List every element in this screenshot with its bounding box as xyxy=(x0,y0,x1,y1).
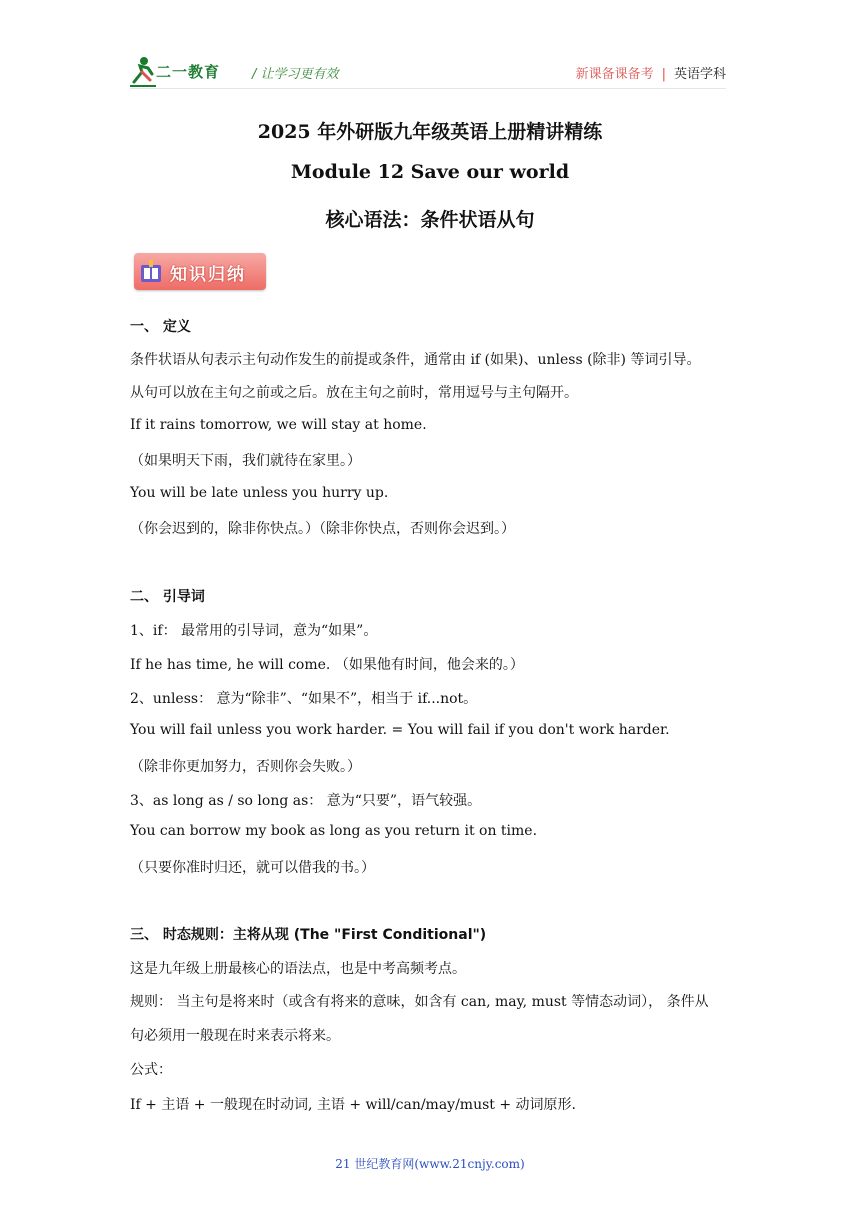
document-title: 2025 年外研版九年级英语上册精讲精练 xyxy=(257,121,603,143)
header-right xyxy=(576,63,726,82)
text-line: 句必须用一般现在时来表示将来。 xyxy=(130,1028,340,1044)
text-line: If he has time, he will come. （如果他有时间，他会来的。） xyxy=(130,657,524,673)
section-heading-conjunctions: 二、 引导词 xyxy=(130,589,205,605)
text-line: （你会迟到的，除非你快点。）（除非你快点，否则你会迟到。） xyxy=(130,521,515,537)
text-line: 1、if： 最常用的引导词，意为“如果”。 xyxy=(130,623,378,639)
text-line: 3、as long as / so long as： 意为“只要”，语气较强。 xyxy=(130,793,482,809)
text-line: （如果明天下雨，我们就待在家里。） xyxy=(130,453,361,469)
page-footer: 21 世纪教育网(www.21cnjy.com) xyxy=(335,1157,525,1171)
text-line: 公式： xyxy=(130,1062,172,1078)
header-divider xyxy=(130,88,726,89)
text-line: 规则： 当主句是将来时（或含有将来的意味，如含有 can, may, must 等情态动词）， 条件从 xyxy=(130,994,709,1010)
text-line: 条件状语从句表示主句动作发生的前提或条件，通常由 if (如果)、unless (除非) 等词引导。 xyxy=(130,352,701,368)
text-line: （除非你更加努力，否则你会失败。） xyxy=(130,759,361,775)
grammar-title: 核心语法：条件状语从句 xyxy=(325,209,535,231)
text-line: You can borrow my book as long as you return it on time. xyxy=(130,823,538,839)
knowledge-summary-badge xyxy=(134,253,266,290)
text-line: If it rains tomorrow, we will stay at home. xyxy=(130,417,427,433)
header-separator: | xyxy=(661,67,666,82)
text-line: You will fail unless you work harder. = You will fail if you don't work harder. xyxy=(130,722,670,738)
book-icon xyxy=(140,259,162,283)
text-line: You will be late unless you hurry up. xyxy=(130,485,389,501)
text-line: 从句可以放在主句之前或之后。放在主句之前时，常用逗号与主句隔开。 xyxy=(130,385,578,401)
header-course-label: 新课备课备考 xyxy=(575,67,654,82)
page-header xyxy=(130,54,726,88)
text-line: 这是九年级上册最核心的语法点，也是中考高频考点。 xyxy=(130,961,466,977)
module-title: Module 12 Save our world xyxy=(290,161,570,183)
section-heading-definition: 一、 定义 xyxy=(130,319,191,335)
text-line: If + 主语 + 一般现在时动词, 主语 + will/can/may/must + 动词原形. xyxy=(130,1097,576,1113)
header-subject-label: 英语学科 xyxy=(673,67,726,82)
logo-text: 二一教育 xyxy=(156,63,221,81)
badge-label: 知识归纳 xyxy=(170,265,246,285)
text-line: 2、unless： 意为“除非”、“如果不”，相当于 if...not。 xyxy=(130,691,478,707)
text-line: （只要你准时归还，就可以借我的书。） xyxy=(130,860,375,876)
section-heading-tense-rules: 三、 时态规则：主将从现 (The "First Conditional") xyxy=(130,927,487,943)
header-slogan: / 让学习更有效 xyxy=(252,67,339,82)
